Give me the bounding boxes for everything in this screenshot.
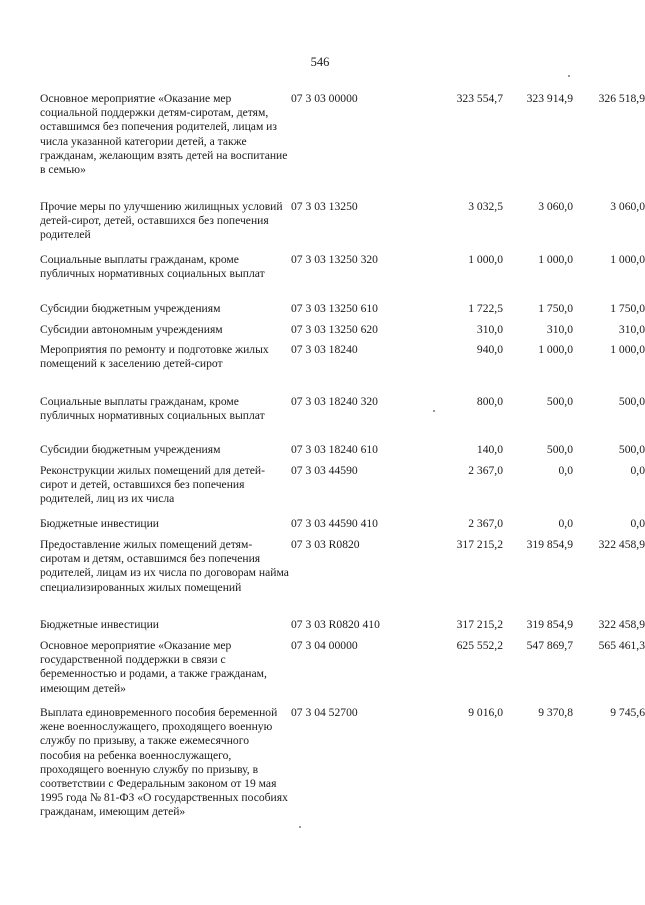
row-name: Бюджетные инвестиции xyxy=(40,618,160,631)
row-value-3: 1 000,0 xyxy=(610,343,645,356)
row-value-2: 1 000,0 xyxy=(538,343,573,356)
table-row xyxy=(40,706,645,856)
table-row xyxy=(40,343,645,395)
row-code: 07 3 03 18240 320 xyxy=(291,395,378,408)
scan-speck xyxy=(299,826,301,828)
table-row xyxy=(40,639,645,706)
row-code: 07 3 03 44590 410 xyxy=(291,517,378,530)
table-row xyxy=(40,464,645,517)
row-value-1: 140,0 xyxy=(476,443,503,456)
row-value-2: 547 869,7 xyxy=(526,639,573,652)
table-row xyxy=(40,618,645,639)
table-row xyxy=(40,517,645,538)
row-value-3: 1 750,0 xyxy=(610,302,645,315)
row-value-3: 565 461,3 xyxy=(598,639,645,652)
row-code: 07 3 03 13250 320 xyxy=(291,253,378,266)
row-name: Мероприятия по ремонту и подготовке жилых помещений к заселению детей-сирот xyxy=(40,343,269,371)
row-name: Предоставление жилых помещений детям-сиротам и детям, оставшимся без попечения родителей, лицам из их числа по договорам найма специализированных жилых помещений xyxy=(40,538,289,594)
row-value-1: 625 552,2 xyxy=(456,639,503,652)
row-value-2: 500,0 xyxy=(546,395,573,408)
table-row xyxy=(40,200,645,253)
row-value-2: 323 914,9 xyxy=(526,92,573,105)
row-name: Основное мероприятие «Оказание мер социальной поддержки детям-сиротам, детям, оставшимся без попечения родителей, лицам из числа указанной категории детей, а также гражданам, желающим взять детей на воспитание в семью» xyxy=(40,92,288,177)
row-name: Социальные выплаты гражданам, кроме публичных нормативных социальных выплат xyxy=(40,253,265,281)
row-value-2: 319 854,9 xyxy=(526,618,573,631)
row-code: 07 3 03 13250 xyxy=(291,200,358,213)
budget-table xyxy=(40,92,645,856)
row-value-3: 0,0 xyxy=(630,464,645,477)
row-value-1: 1 000,0 xyxy=(468,253,503,266)
row-code: 07 3 04 52700 xyxy=(291,706,358,719)
row-value-3: 500,0 xyxy=(618,395,645,408)
row-value-2: 3 060,0 xyxy=(538,200,573,213)
row-value-2: 0,0 xyxy=(558,464,573,477)
row-value-1: 323 554,7 xyxy=(456,92,503,105)
row-value-3: 0,0 xyxy=(630,517,645,530)
table-row xyxy=(40,443,645,464)
row-name: Основное мероприятие «Оказание мер государственной поддержки в связи с беременностью и родами, а также гражданам, имеющим детей» xyxy=(40,639,267,695)
row-name: Прочие меры по улучшению жилищных условий детей-сирот, детей, оставшихся без попечения родителей xyxy=(40,200,283,242)
row-value-1: 9 016,0 xyxy=(468,706,503,719)
row-value-3: 3 060,0 xyxy=(610,200,645,213)
row-value-2: 1 750,0 xyxy=(538,302,573,315)
table-row xyxy=(40,538,645,618)
row-value-1: 2 367,0 xyxy=(468,517,503,530)
row-value-3: 326 518,9 xyxy=(598,92,645,105)
table-row xyxy=(40,395,645,443)
row-value-1: 1 722,5 xyxy=(468,302,503,315)
table-row xyxy=(40,323,645,343)
table-row xyxy=(40,253,645,302)
row-code: 07 3 03 44590 xyxy=(291,464,358,477)
row-value-3: 310,0 xyxy=(618,323,645,336)
row-code: 07 3 03 18240 610 xyxy=(291,443,378,456)
row-value-2: 1 000,0 xyxy=(538,253,573,266)
row-value-3: 322 458,9 xyxy=(598,538,645,551)
row-code: 07 3 03 R0820 xyxy=(291,538,360,551)
row-value-1: 940,0 xyxy=(476,343,503,356)
row-name: Выплата единовременного пособия беременной жене военнослужащего, проходящего военную службу по призыву, а также ежемесячного пособия на ребенка военнослужащего, проходящего военную службу по призыву, в соответствии с Федеральным законом от 19 мая 1995 года № 81-ФЗ «О государственных пособиях гражданам, имеющим детей» xyxy=(40,706,288,819)
row-value-1: 800,0 xyxy=(476,395,503,408)
scan-speck xyxy=(568,75,570,77)
row-name: Субсидии бюджетным учреждениям xyxy=(40,302,221,315)
row-name: Реконструкции жилых помещений для детей-сирот и детей, оставшихся без попечения родителей, лиц из их числа xyxy=(40,464,265,506)
row-name: Субсидии бюджетным учреждениям xyxy=(40,443,221,456)
row-name: Бюджетные инвестиции xyxy=(40,517,160,530)
row-value-1: 310,0 xyxy=(476,323,503,336)
page-number: 546 xyxy=(310,55,330,69)
row-value-3: 322 458,9 xyxy=(598,618,645,631)
row-value-3: 500,0 xyxy=(618,443,645,456)
row-code: 07 3 03 18240 xyxy=(291,343,358,356)
row-code: 07 3 03 R0820 410 xyxy=(291,618,380,631)
row-value-2: 0,0 xyxy=(558,517,573,530)
row-value-1: 3 032,5 xyxy=(468,200,503,213)
row-name: Субсидии автономным учреждениям xyxy=(40,323,223,336)
scan-speck xyxy=(433,410,435,412)
row-value-2: 9 370,8 xyxy=(538,706,573,719)
row-value-1: 2 367,0 xyxy=(468,464,503,477)
row-value-3: 1 000,0 xyxy=(610,253,645,266)
row-value-2: 500,0 xyxy=(546,443,573,456)
row-value-1: 317 215,2 xyxy=(456,538,503,551)
row-code: 07 3 03 00000 xyxy=(291,92,358,105)
row-code: 07 3 03 13250 620 xyxy=(291,323,378,336)
row-name: Социальные выплаты гражданам, кроме публичных нормативных социальных выплат xyxy=(40,395,265,423)
row-code: 07 3 03 13250 610 xyxy=(291,302,378,315)
table-row xyxy=(40,92,645,200)
table-row xyxy=(40,302,645,323)
row-value-3: 9 745,6 xyxy=(610,706,645,719)
row-code: 07 3 04 00000 xyxy=(291,639,358,652)
row-value-2: 319 854,9 xyxy=(526,538,573,551)
row-value-1: 317 215,2 xyxy=(456,618,503,631)
row-value-2: 310,0 xyxy=(546,323,573,336)
